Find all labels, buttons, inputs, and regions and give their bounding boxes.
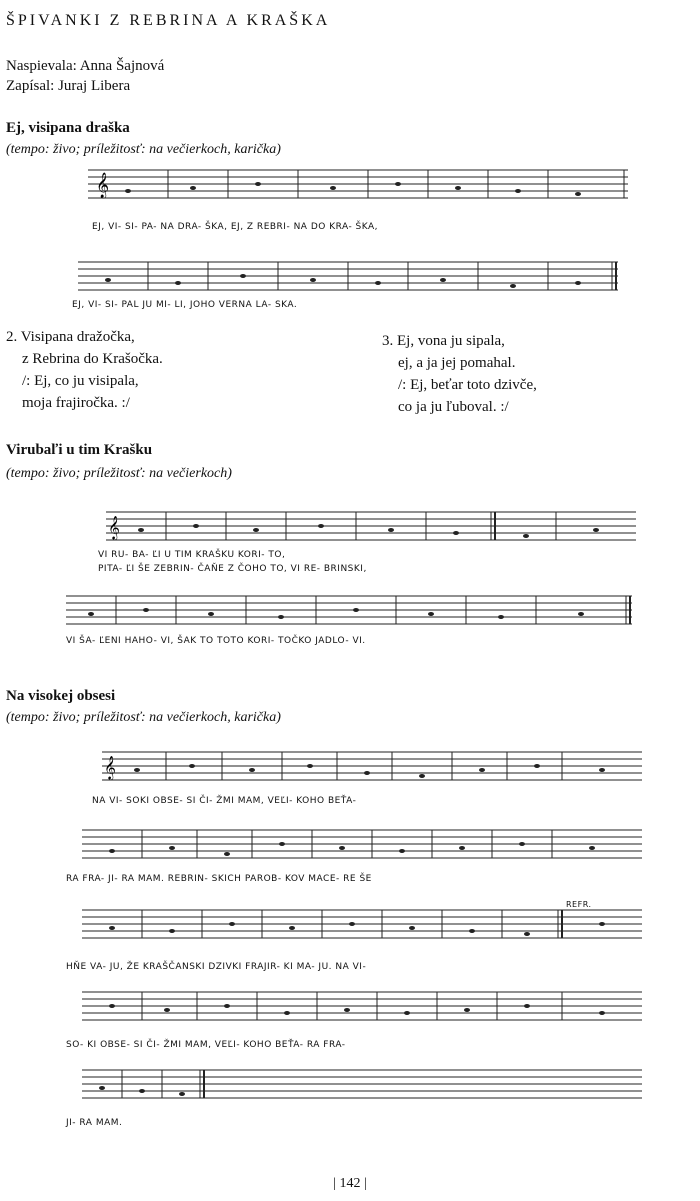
lyric-line: PITA- ĽI ŠE ZEBRIN- ČAŇE Z ČOHO TO, VI RE- BRINSKI,	[98, 564, 367, 574]
lyric-line: EJ, VI- SI- PAL JU MI- LI, JOHO VERNA LA- SKA.	[72, 300, 298, 310]
song-tempo-1: (tempo: živo; príležitosť: na večierkoch, karička)	[6, 142, 281, 157]
verse-line: moja frajiročka. :/	[22, 395, 130, 411]
music-staff	[82, 988, 644, 1030]
lyric-line: HŇE VA- JU, ŽE KRAŠČANSKI DZIVKI FRAJIR- KI MA- JU. NA VI-	[66, 962, 367, 972]
music-staff	[66, 592, 632, 632]
singer-credit: Naspievala: Anna Šajnová	[6, 58, 165, 74]
page-title: ŠPIVANKI Z REBRINA A KRAŠKA	[6, 12, 331, 29]
lyric-line: EJ, VI- SI- PA- NA DRA- ŠKA, EJ, Z REBRI- NA DO KRA- ŠKA,	[92, 222, 379, 232]
song-title-2: Virubaľi u tim Krašku	[6, 442, 153, 458]
lyric-line: SO- KI OBSE- SI ČI- ŽMI MAM, VEĽI- KOHO BEŤA- RA FRA-	[66, 1040, 346, 1050]
page-number: | 142 |	[333, 1176, 367, 1191]
verse-3	[382, 330, 537, 418]
lyric-line: VI ŠA- ĽENI HAHO- VI, ŠAK TO TOTO KORI- TOČKO JADLO- VI.	[66, 636, 366, 646]
music-staff	[86, 508, 642, 552]
song-tempo-3: (tempo: živo; príležitosť: na večierkoch, karička)	[6, 710, 281, 725]
verse-line: z Rebrina do Krašočka.	[22, 351, 163, 367]
song-tempo-2: (tempo: živo; príležitosť: na večierkoch)	[6, 466, 232, 481]
verse-2	[6, 326, 163, 414]
lyric-line: RA FRA- JI- RA MAM. REBRIN- SKICH PAROB- KOV MACE- RE ŠE	[66, 874, 372, 884]
music-staff	[82, 748, 644, 790]
refrain-marker: REFR.	[566, 900, 592, 909]
lyric-line: NA VI- SOKI OBSE- SI ČI- ŽMI MAM, VEĽI- KOHO BEŤA-	[92, 796, 357, 806]
svg-text:𝄞: 𝄞	[108, 515, 120, 539]
verse-line: 2. Visipana dražočka,	[6, 329, 135, 345]
verse-line: /: Ej, beťar toto dzivče,	[398, 377, 537, 393]
music-staff	[68, 166, 628, 218]
lyric-line: JI- RA MAM.	[66, 1118, 123, 1128]
verse-line: 3. Ej, vona ju sipala,	[382, 333, 505, 349]
music-staff	[82, 906, 644, 948]
svg-text:𝄞: 𝄞	[96, 173, 110, 198]
music-staff	[82, 1066, 644, 1108]
verse-line: co ja ju ľuboval. :/	[398, 399, 509, 415]
song-title-1: Ej, visipana draška	[6, 120, 130, 136]
recorder-credit: Zapísal: Juraj Libera	[6, 78, 131, 94]
svg-text:𝄞: 𝄞	[104, 755, 116, 779]
song-title-3: Na visokej obsesi	[6, 688, 116, 704]
music-staff	[82, 826, 644, 868]
lyric-line: VI RU- BA- ĽI U TIM KRAŠKU KORI- TO,	[98, 550, 286, 560]
verse-line: ej, a ja jej pomahal.	[398, 355, 516, 371]
verse-line: /: Ej, co ju visipala,	[22, 373, 139, 389]
